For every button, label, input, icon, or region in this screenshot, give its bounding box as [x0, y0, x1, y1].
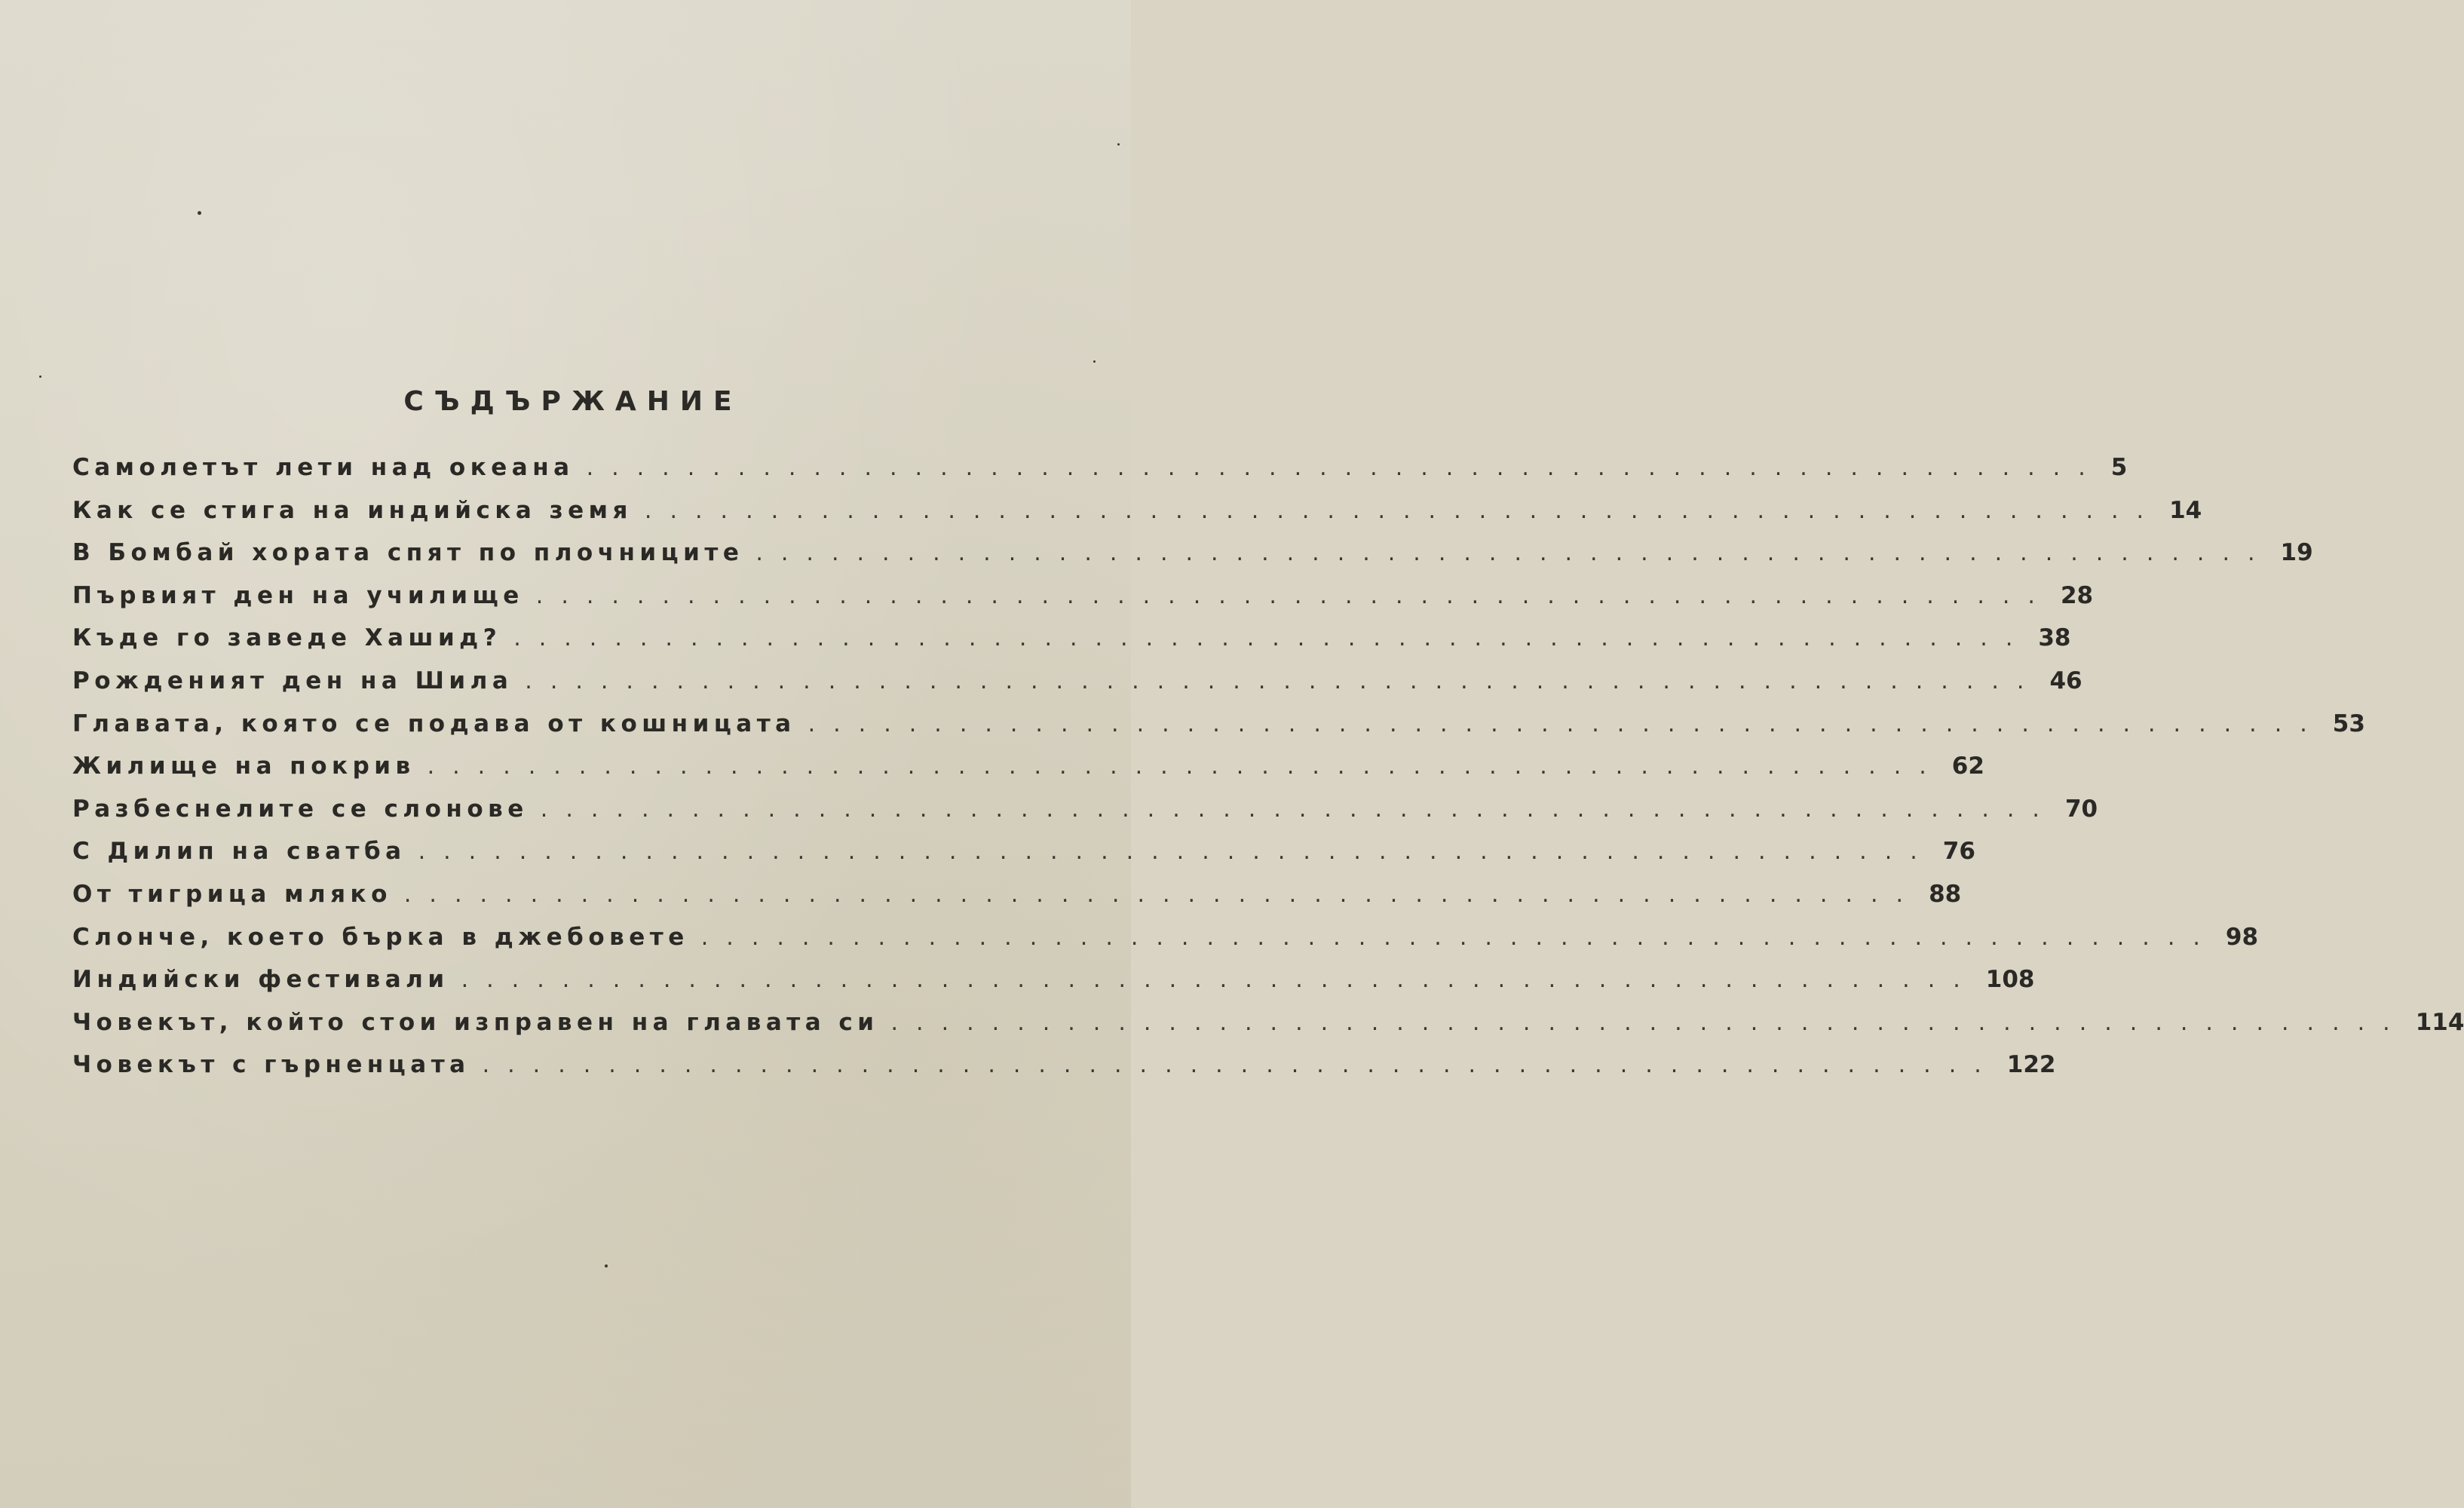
- dot-leader: ............................................................: [644, 497, 2162, 524]
- entry-title: Главата, която се подава от кошницата: [72, 710, 796, 737]
- dot-leader: ............................................................: [461, 967, 1978, 994]
- dot-leader: ............................................................: [482, 1052, 2000, 1079]
- list-item[interactable]: [72, 539, 2313, 582]
- dot-leader: ............................................................: [418, 838, 1935, 866]
- entry-title: Първият ден на училище: [72, 581, 524, 609]
- list-item[interactable]: [72, 880, 1962, 924]
- list-item[interactable]: [72, 454, 2128, 497]
- entry-title: Човекът с гърненцата: [72, 1051, 470, 1079]
- paper-speck: [605, 1264, 608, 1267]
- entry-page-number: 62: [1951, 752, 1984, 780]
- dot-leader: ............................................................: [586, 455, 2104, 481]
- entry-page-number: 98: [2225, 923, 2259, 951]
- list-item[interactable]: [72, 496, 2202, 540]
- table-of-contents: [72, 454, 2464, 1094]
- entry-page-number: 53: [2332, 710, 2365, 737]
- list-item[interactable]: [72, 667, 2082, 710]
- dot-leader: ............................................................: [535, 582, 2053, 609]
- entry-title: От тигрица мляко: [72, 880, 392, 908]
- entry-title: Индийски фестивали: [72, 966, 449, 994]
- dot-leader: ............................................................: [755, 540, 2273, 567]
- entry-page-number: 5: [2110, 454, 2128, 481]
- paper-speck: [1093, 360, 1096, 363]
- list-item[interactable]: [72, 710, 2365, 753]
- entry-title: Рожденият ден на Шила: [72, 667, 513, 694]
- dot-leader: ............................................................: [700, 924, 2218, 951]
- dot-leader: ............................................................: [808, 710, 2325, 737]
- entry-page-number: 122: [2006, 1051, 2056, 1079]
- dot-leader: ............................................................: [890, 1009, 2408, 1036]
- paper-speck: [1117, 143, 1120, 146]
- entry-title: В Бомбай хората спят по плочниците: [72, 539, 744, 567]
- dot-leader: ............................................................: [513, 625, 2031, 652]
- entry-page-number: 88: [1929, 880, 1962, 908]
- dot-leader: ............................................................: [427, 753, 1945, 780]
- entry-page-number: 28: [2060, 581, 2094, 609]
- entry-title: Самолетът лети над океана: [72, 454, 575, 481]
- entry-title: Човекът, който стои изправен на главата си: [72, 1008, 879, 1036]
- list-item[interactable]: [72, 838, 1975, 881]
- page-title: СЪДЪРЖАНИЕ: [403, 386, 743, 417]
- entry-title: Жилище на покрив: [72, 752, 415, 780]
- list-item[interactable]: [72, 624, 2071, 667]
- dot-leader: ............................................................: [525, 667, 2043, 694]
- list-item[interactable]: [72, 966, 2035, 1009]
- entry-title: Как се стига на индийска земя: [72, 496, 633, 524]
- entry-title: Къде го заведе Хашид?: [72, 624, 502, 652]
- entry-title: Разбеснелите се слонове: [72, 795, 529, 823]
- entry-page-number: 38: [2038, 624, 2071, 652]
- dot-leader: ............................................................: [540, 795, 2058, 823]
- list-item[interactable]: [72, 1051, 2056, 1094]
- list-item[interactable]: [72, 581, 2094, 625]
- list-item[interactable]: [72, 752, 1984, 795]
- entry-page-number: 70: [2064, 795, 2098, 823]
- list-item[interactable]: [72, 795, 2098, 838]
- entry-page-number: 46: [2049, 667, 2082, 694]
- entry-title: С Дилип на сватба: [72, 838, 406, 866]
- entry-page-number: 14: [2169, 496, 2202, 524]
- dot-leader: ............................................................: [403, 881, 1922, 908]
- entry-page-number: 114: [2415, 1008, 2464, 1036]
- list-item[interactable]: [72, 1008, 2464, 1052]
- entry-title: Слонче, което бърка в джебовете: [72, 923, 689, 951]
- paper-speck: [39, 375, 41, 378]
- paper-speck: [198, 211, 201, 215]
- entry-page-number: 76: [1942, 838, 1975, 866]
- list-item[interactable]: [72, 923, 2259, 967]
- entry-page-number: 19: [2280, 539, 2313, 567]
- entry-page-number: 108: [1985, 966, 2035, 994]
